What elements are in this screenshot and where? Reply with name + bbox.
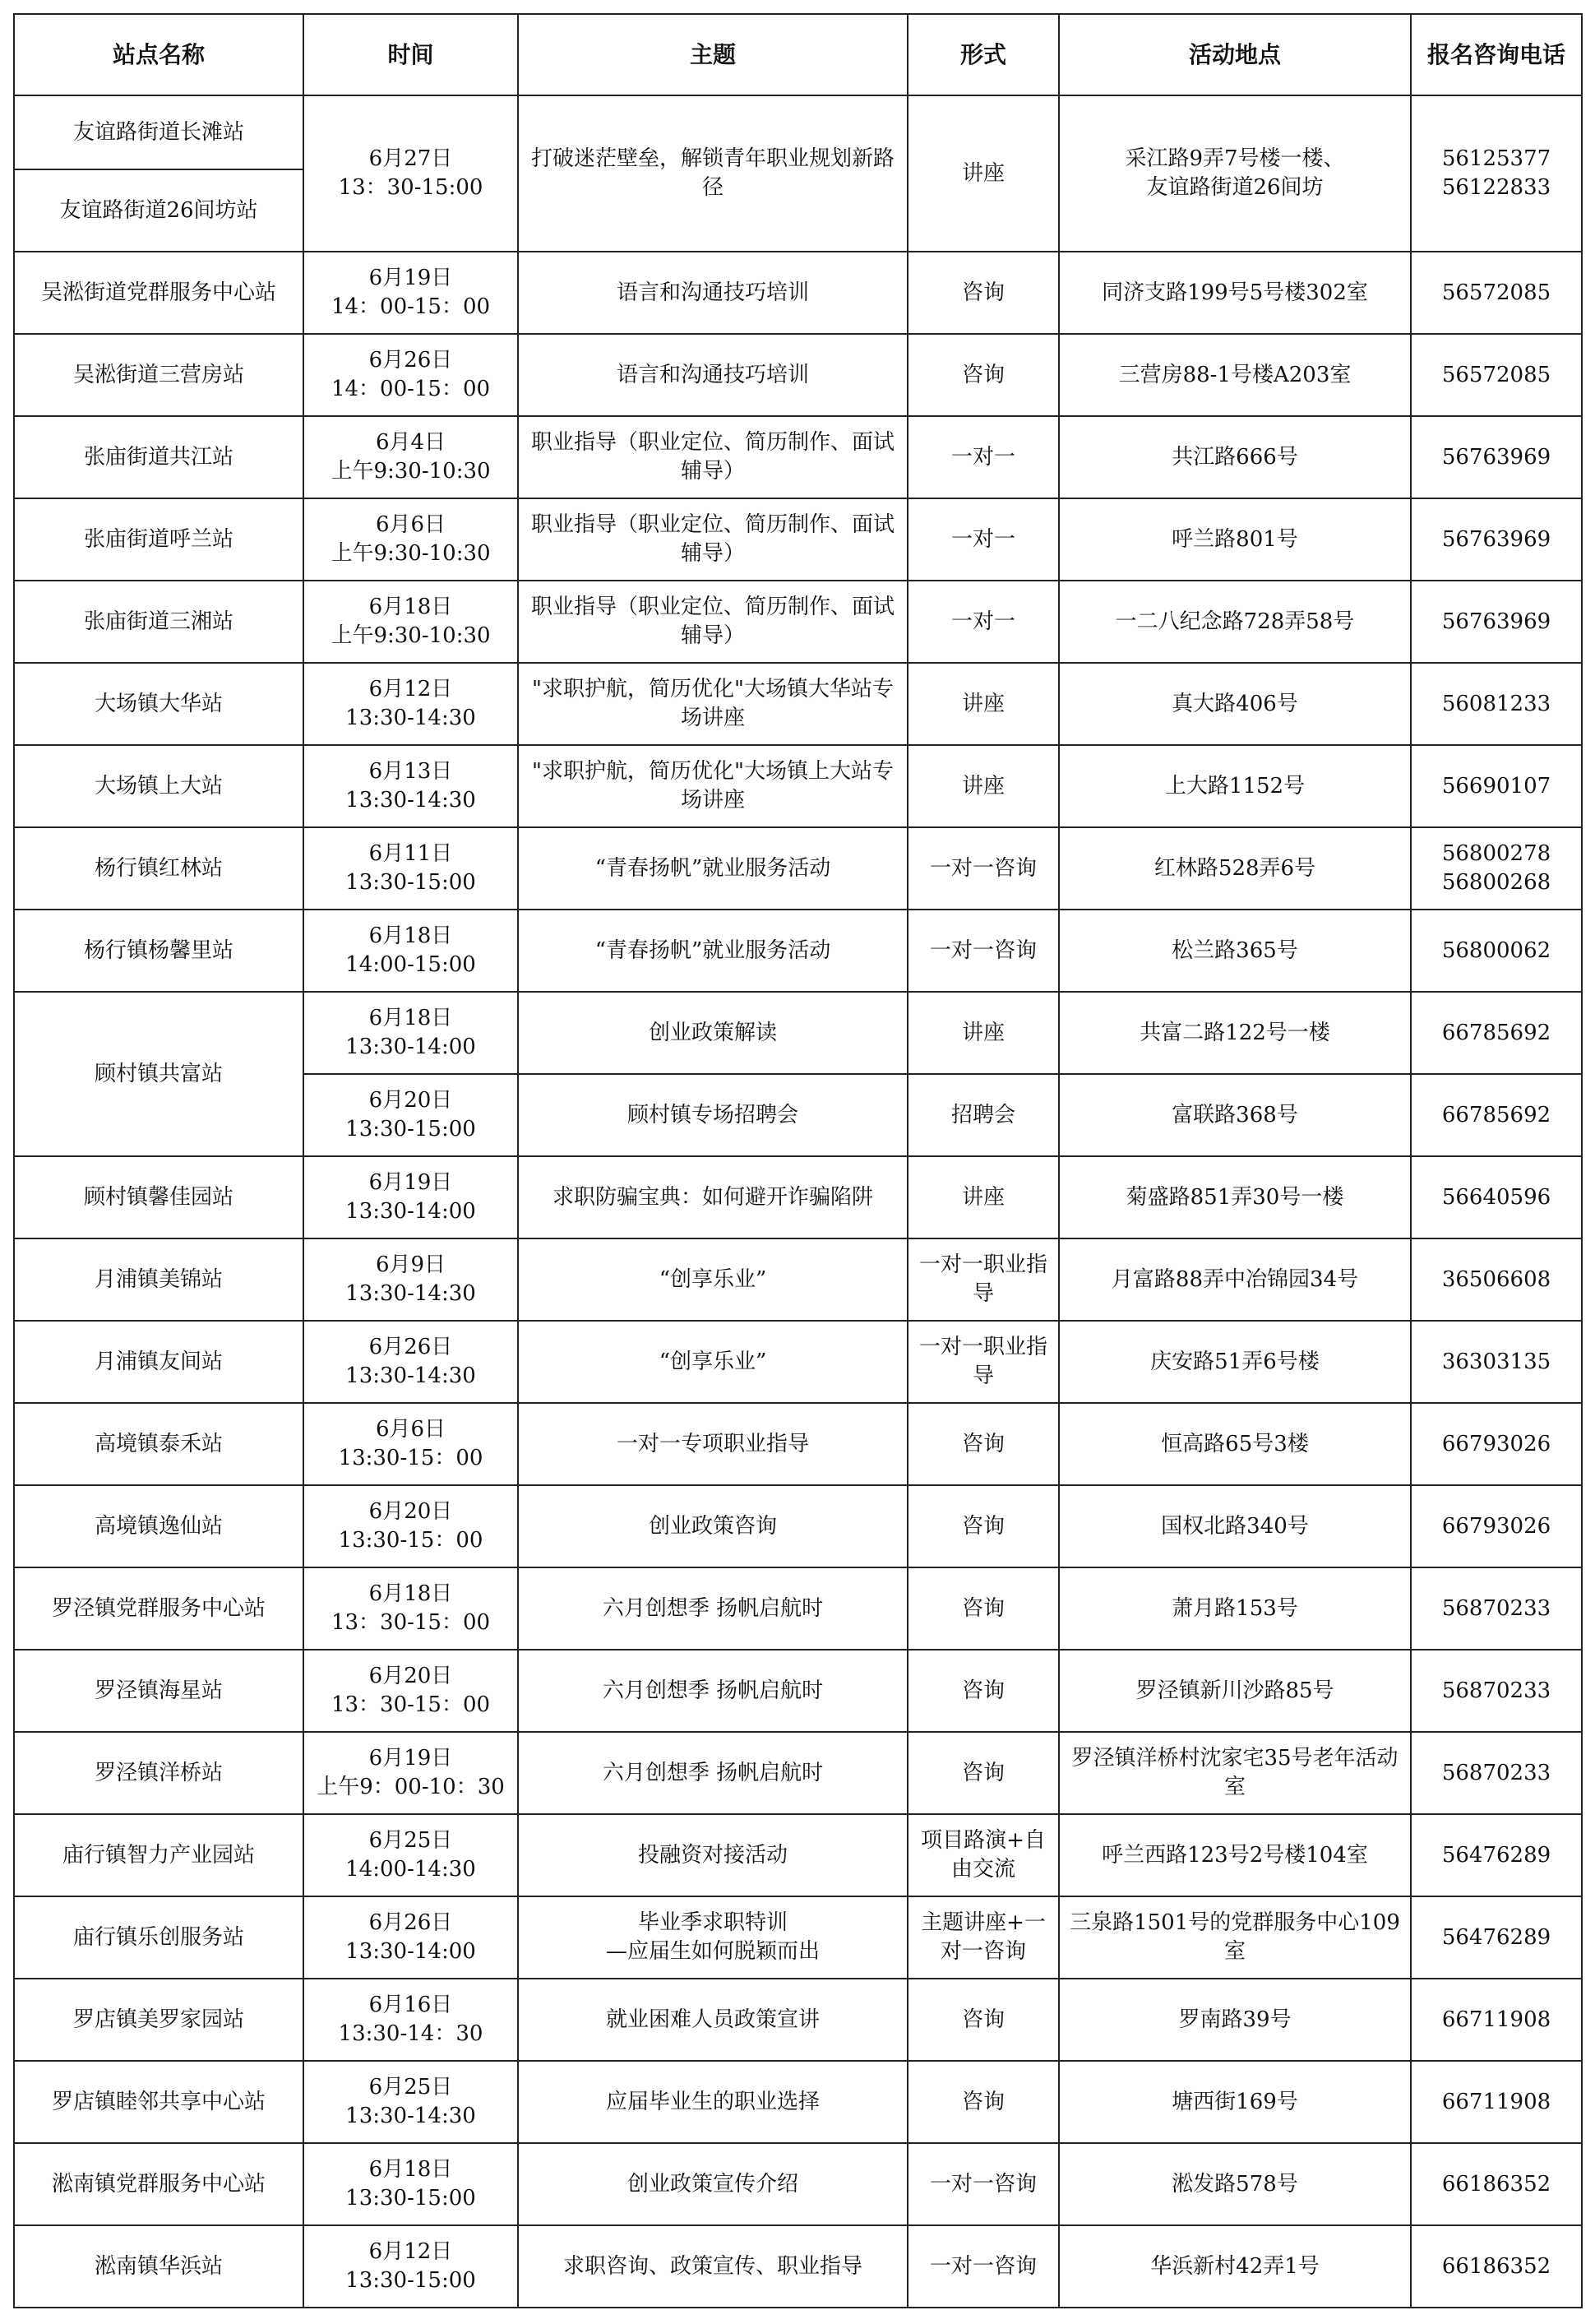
cell-time: 6月18日 14:00-15:00 [303, 910, 518, 992]
cell-phone: 56081233 [1411, 663, 1582, 745]
cell-form: 讲座 [908, 1156, 1059, 1238]
table-row [14, 827, 1582, 910]
cell-site: 张庙街道呼兰站 [14, 498, 303, 581]
cell-place: 共江路666号 [1059, 416, 1411, 498]
header-site: 站点名称 [14, 14, 303, 95]
cell-time: 6月18日 上午9:30-10:30 [303, 581, 518, 663]
cell-form: 讲座 [908, 95, 1059, 252]
cell-phone: 56870233 [1411, 1732, 1582, 1814]
cell-time: 6月18日 13：30-15：00 [303, 1567, 518, 1650]
table-row [14, 663, 1582, 745]
cell-place: 华浜新村42弄1号 [1059, 2225, 1411, 2308]
cell-form: 一对一咨询 [908, 910, 1059, 992]
cell-topic: “创享乐业” [518, 1238, 908, 1321]
header-place: 活动地点 [1059, 14, 1411, 95]
cell-form: 一对一咨询 [908, 2225, 1059, 2308]
cell-phone: 66785692 [1411, 992, 1582, 1074]
cell-place: 呼兰路801号 [1059, 498, 1411, 581]
table-row [14, 2143, 1582, 2225]
cell-form: 讲座 [908, 663, 1059, 745]
table-row [14, 992, 1582, 1074]
cell-phone: 56476289 [1411, 1814, 1582, 1896]
table-row [14, 1321, 1582, 1403]
cell-form: 讲座 [908, 992, 1059, 1074]
cell-form: 咨询 [908, 252, 1059, 334]
cell-phone: 56800278 56800268 [1411, 827, 1582, 910]
cell-place: 富联路368号 [1059, 1074, 1411, 1156]
cell-place: 菊盛路851弄30号一楼 [1059, 1156, 1411, 1238]
cell-time: 6月13日 13:30-14:30 [303, 745, 518, 827]
cell-time: 6月26日 13:30-14:30 [303, 1321, 518, 1403]
cell-time: 6月27日 13：30-15:00 [303, 95, 518, 252]
cell-topic: 语言和沟通技巧培训 [518, 334, 908, 416]
cell-site: 罗店镇睦邻共享中心站 [14, 2061, 303, 2143]
cell-form: 咨询 [908, 1403, 1059, 1485]
cell-form: 一对一 [908, 581, 1059, 663]
cell-place: 萧月路153号 [1059, 1567, 1411, 1650]
cell-time: 6月20日 13:30-15:00 [303, 1074, 518, 1156]
cell-site: 月浦镇美锦站 [14, 1238, 303, 1321]
cell-place: 一二八纪念路728弄58号 [1059, 581, 1411, 663]
cell-form: 一对一职业指导 [908, 1238, 1059, 1321]
cell-place: 松兰路365号 [1059, 910, 1411, 992]
cell-place: 恒高路65号3楼 [1059, 1403, 1411, 1485]
cell-topic: 求职咨询、政策宣传、职业指导 [518, 2225, 908, 2308]
cell-place: 塘西街169号 [1059, 2061, 1411, 2143]
cell-form: 咨询 [908, 2061, 1059, 2143]
cell-site: 罗泾镇海星站 [14, 1650, 303, 1732]
table-row [14, 95, 1582, 169]
cell-topic: 应届毕业生的职业选择 [518, 2061, 908, 2143]
cell-form: 一对一 [908, 498, 1059, 581]
cell-place: 三营房88-1号楼A203室 [1059, 334, 1411, 416]
table-header [14, 14, 1582, 95]
cell-topic: "求职护航，简历优化"大场镇大华站专场讲座 [518, 663, 908, 745]
cell-time: 6月18日 13:30-15:00 [303, 2143, 518, 2225]
cell-phone: 56690107 [1411, 745, 1582, 827]
table-row [14, 498, 1582, 581]
cell-site: 吴淞街道党群服务中心站 [14, 252, 303, 334]
cell-form: 一对一咨询 [908, 2143, 1059, 2225]
cell-site: 顾村镇共富站 [14, 992, 303, 1156]
table-row [14, 2225, 1582, 2308]
cell-place: 罗泾镇新川沙路85号 [1059, 1650, 1411, 1732]
cell-phone: 66785692 [1411, 1074, 1582, 1156]
cell-time: 6月18日 13:30-14:00 [303, 992, 518, 1074]
cell-place: 月富路88弄中冶锦园34号 [1059, 1238, 1411, 1321]
cell-topic: 一对一专项职业指导 [518, 1403, 908, 1485]
cell-site: 罗店镇美罗家园站 [14, 1979, 303, 2061]
cell-topic: “青春扬帆”就业服务活动 [518, 910, 908, 992]
cell-time: 6月25日 14:00-14:30 [303, 1814, 518, 1896]
cell-phone: 36506608 [1411, 1238, 1582, 1321]
cell-topic: 语言和沟通技巧培训 [518, 252, 908, 334]
cell-form: 咨询 [908, 1485, 1059, 1567]
cell-topic: 六月创想季 扬帆启航时 [518, 1650, 908, 1732]
cell-time: 6月6日 上午9:30-10:30 [303, 498, 518, 581]
table-row [14, 1896, 1582, 1979]
cell-topic: 职业指导（职业定位、简历制作、面试辅导） [518, 416, 908, 498]
cell-site: 大场镇上大站 [14, 745, 303, 827]
cell-place: 上大路1152号 [1059, 745, 1411, 827]
cell-form: 一对一咨询 [908, 827, 1059, 910]
table-row [14, 745, 1582, 827]
cell-phone: 56572085 [1411, 252, 1582, 334]
cell-site: 杨行镇杨馨里站 [14, 910, 303, 992]
cell-phone: 56125377 56122833 [1411, 95, 1582, 252]
cell-phone: 66186352 [1411, 2143, 1582, 2225]
cell-site: 吴淞街道三营房站 [14, 334, 303, 416]
cell-time: 6月20日 13:30-15：00 [303, 1485, 518, 1567]
cell-place: 采江路9弄7号楼一楼、 友谊路街道26间坊 [1059, 95, 1411, 252]
cell-place: 真大路406号 [1059, 663, 1411, 745]
cell-phone: 56800062 [1411, 910, 1582, 992]
cell-phone: 56763969 [1411, 498, 1582, 581]
cell-time: 6月26日 13:30-14:00 [303, 1896, 518, 1979]
header-row [14, 14, 1582, 95]
cell-place: 淞发路578号 [1059, 2143, 1411, 2225]
cell-topic: 六月创想季 扬帆启航时 [518, 1567, 908, 1650]
cell-time: 6月12日 13:30-14:30 [303, 663, 518, 745]
cell-time: 6月4日 上午9:30-10:30 [303, 416, 518, 498]
cell-time: 6月26日 14：00-15：00 [303, 334, 518, 416]
cell-topic: 职业指导（职业定位、简历制作、面试辅导） [518, 498, 908, 581]
cell-time: 6月12日 13:30-15:00 [303, 2225, 518, 2308]
cell-phone: 66793026 [1411, 1403, 1582, 1485]
cell-topic: 六月创想季 扬帆启航时 [518, 1732, 908, 1814]
cell-site: 杨行镇红林站 [14, 827, 303, 910]
cell-phone: 56640596 [1411, 1156, 1582, 1238]
cell-form: 讲座 [908, 745, 1059, 827]
table-row [14, 1567, 1582, 1650]
header-topic: 主题 [518, 14, 908, 95]
cell-time: 6月6日 13:30-15：00 [303, 1403, 518, 1485]
table-row [14, 1403, 1582, 1485]
cell-place: 罗南路39号 [1059, 1979, 1411, 2061]
cell-topic: 创业政策咨询 [518, 1485, 908, 1567]
cell-place: 共富二路122号一楼 [1059, 992, 1411, 1074]
table-row [14, 1485, 1582, 1567]
cell-phone: 56870233 [1411, 1567, 1582, 1650]
cell-topic: 求职防骗宝典：如何避开诈骗陷阱 [518, 1156, 908, 1238]
table-row [14, 2061, 1582, 2143]
cell-topic: 打破迷茫壁垒，解锁青年职业规划新路径 [518, 95, 908, 252]
cell-topic: 就业困难人员政策宣讲 [518, 1979, 908, 2061]
cell-time: 6月11日 13:30-15:00 [303, 827, 518, 910]
cell-phone: 66711908 [1411, 1979, 1582, 2061]
cell-topic: “创享乐业” [518, 1321, 908, 1403]
cell-time: 6月19日 14：00-15：00 [303, 252, 518, 334]
cell-site: 大场镇大华站 [14, 663, 303, 745]
cell-place: 庆安路51弄6号楼 [1059, 1321, 1411, 1403]
cell-form: 咨询 [908, 1650, 1059, 1732]
cell-topic: 毕业季求职特训 —应届生如何脱颖而出 [518, 1896, 908, 1979]
table-row [14, 1814, 1582, 1896]
cell-topic: 职业指导（职业定位、简历制作、面试辅导） [518, 581, 908, 663]
cell-phone: 56476289 [1411, 1896, 1582, 1979]
cell-form: 招聘会 [908, 1074, 1059, 1156]
cell-place: 三泉路1501号的党群服务中心109室 [1059, 1896, 1411, 1979]
cell-place: 红林路528弄6号 [1059, 827, 1411, 910]
header-time: 时间 [303, 14, 518, 95]
header-phone: 报名咨询电话 [1411, 14, 1582, 95]
cell-site: 庙行镇智力产业园站 [14, 1814, 303, 1896]
cell-form: 咨询 [908, 1732, 1059, 1814]
cell-topic: "求职护航，简历优化"大场镇上大站专场讲座 [518, 745, 908, 827]
table-row [14, 1650, 1582, 1732]
cell-site: 罗泾镇党群服务中心站 [14, 1567, 303, 1650]
cell-site: 张庙街道三湘站 [14, 581, 303, 663]
table-row [14, 334, 1582, 416]
cell-phone: 66711908 [1411, 2061, 1582, 2143]
cell-site: 淞南镇华浜站 [14, 2225, 303, 2308]
table-row [14, 910, 1582, 992]
activity-schedule-table [13, 13, 1583, 2308]
cell-place: 罗泾镇洋桥村沈家宅35号老年活动室 [1059, 1732, 1411, 1814]
table-row [14, 1979, 1582, 2061]
cell-place: 同济支路199号5号楼302室 [1059, 252, 1411, 334]
cell-time: 6月25日 13:30-14:30 [303, 2061, 518, 2143]
cell-phone: 66793026 [1411, 1485, 1582, 1567]
cell-topic: 顾村镇专场招聘会 [518, 1074, 908, 1156]
cell-topic: 创业政策宣传介绍 [518, 2143, 908, 2225]
cell-site: 庙行镇乐创服务站 [14, 1896, 303, 1979]
cell-site: 罗泾镇洋桥站 [14, 1732, 303, 1814]
cell-form: 咨询 [908, 1567, 1059, 1650]
cell-topic: 投融资对接活动 [518, 1814, 908, 1896]
cell-form: 一对一 [908, 416, 1059, 498]
header-form: 形式 [908, 14, 1059, 95]
cell-time: 6月9日 13:30-14:30 [303, 1238, 518, 1321]
cell-time: 6月16日 13:30-14：30 [303, 1979, 518, 2061]
cell-form: 咨询 [908, 1979, 1059, 2061]
cell-form: 主题讲座+一对一咨询 [908, 1896, 1059, 1979]
table-row [14, 1732, 1582, 1814]
table-row [14, 252, 1582, 334]
cell-form: 项目路演+自由交流 [908, 1814, 1059, 1896]
cell-site: 友谊路街道长滩站 [14, 95, 303, 169]
table-body [14, 95, 1582, 2308]
cell-site: 月浦镇友间站 [14, 1321, 303, 1403]
cell-topic: “青春扬帆”就业服务活动 [518, 827, 908, 910]
cell-site: 淞南镇党群服务中心站 [14, 2143, 303, 2225]
table-row [14, 416, 1582, 498]
table-row [14, 1238, 1582, 1321]
cell-form: 一对一职业指导 [908, 1321, 1059, 1403]
cell-site: 张庙街道共江站 [14, 416, 303, 498]
cell-site: 友谊路街道26间坊站 [14, 169, 303, 252]
cell-time: 6月19日 13:30-14:00 [303, 1156, 518, 1238]
cell-phone: 66186352 [1411, 2225, 1582, 2308]
cell-topic: 创业政策解读 [518, 992, 908, 1074]
cell-time: 6月19日 上午9：00-10：30 [303, 1732, 518, 1814]
table-row [14, 1156, 1582, 1238]
cell-phone: 56870233 [1411, 1650, 1582, 1732]
cell-form: 咨询 [908, 334, 1059, 416]
table-row [14, 581, 1582, 663]
cell-place: 国权北路340号 [1059, 1485, 1411, 1567]
cell-phone: 56763969 [1411, 581, 1582, 663]
cell-site: 顾村镇馨佳园站 [14, 1156, 303, 1238]
cell-time: 6月20日 13：30-15：00 [303, 1650, 518, 1732]
cell-site: 高境镇泰禾站 [14, 1403, 303, 1485]
cell-phone: 56763969 [1411, 416, 1582, 498]
cell-phone: 36303135 [1411, 1321, 1582, 1403]
cell-site: 高境镇逸仙站 [14, 1485, 303, 1567]
cell-place: 呼兰西路123号2号楼104室 [1059, 1814, 1411, 1896]
cell-phone: 56572085 [1411, 334, 1582, 416]
